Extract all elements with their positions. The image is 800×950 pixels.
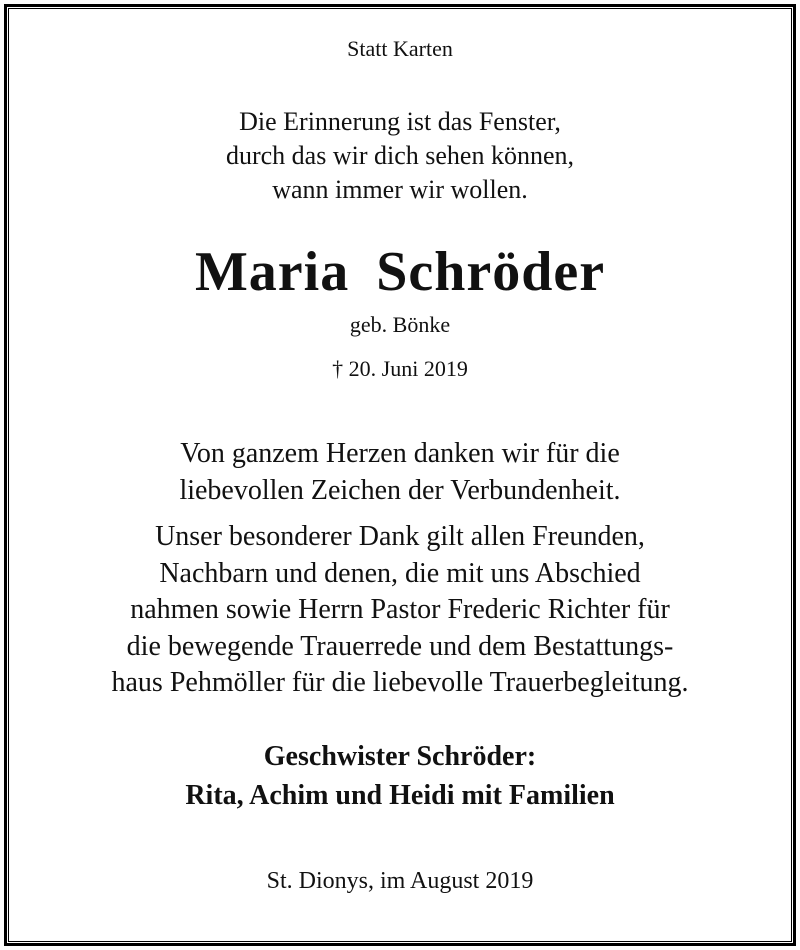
birth-name: geb. Bönke <box>349 312 451 337</box>
thanks-line: Unser besonderer Dank gilt allen Freunden, <box>155 521 645 552</box>
thanks-line: liebevollen Zeichen der Verbundenheit. <box>179 475 621 506</box>
deceased-name: Maria Schröder <box>194 241 606 303</box>
heading: Statt Karten <box>347 36 453 61</box>
thanks-line: Nachbarn und denen, die mit uns Abschied <box>159 558 641 589</box>
death-date: † 20. Juni 2019 <box>332 356 468 381</box>
signature-line: Geschwister Schröder: <box>263 741 537 772</box>
quote-line: durch das wir dich sehen können, <box>225 141 575 170</box>
quote-line: wann immer wir wollen. <box>272 175 528 204</box>
quote-line: Die Erinnerung ist das Fenster, <box>239 107 561 136</box>
place-date-footer: St. Dionys, im August 2019 <box>266 868 534 894</box>
thanks-line: haus Pehmöller für die liebevolle Trauerbegleitung. <box>111 667 689 698</box>
thanks-line: nahmen sowie Herrn Pastor Frederic Richter für <box>130 594 670 625</box>
thanks-line: die bewegende Trauerrede und dem Bestattungs- <box>126 631 674 662</box>
thanks-line: Von ganzem Herzen danken wir für die <box>180 438 620 469</box>
signature-line: Rita, Achim und Heidi mit Familien <box>185 780 615 811</box>
